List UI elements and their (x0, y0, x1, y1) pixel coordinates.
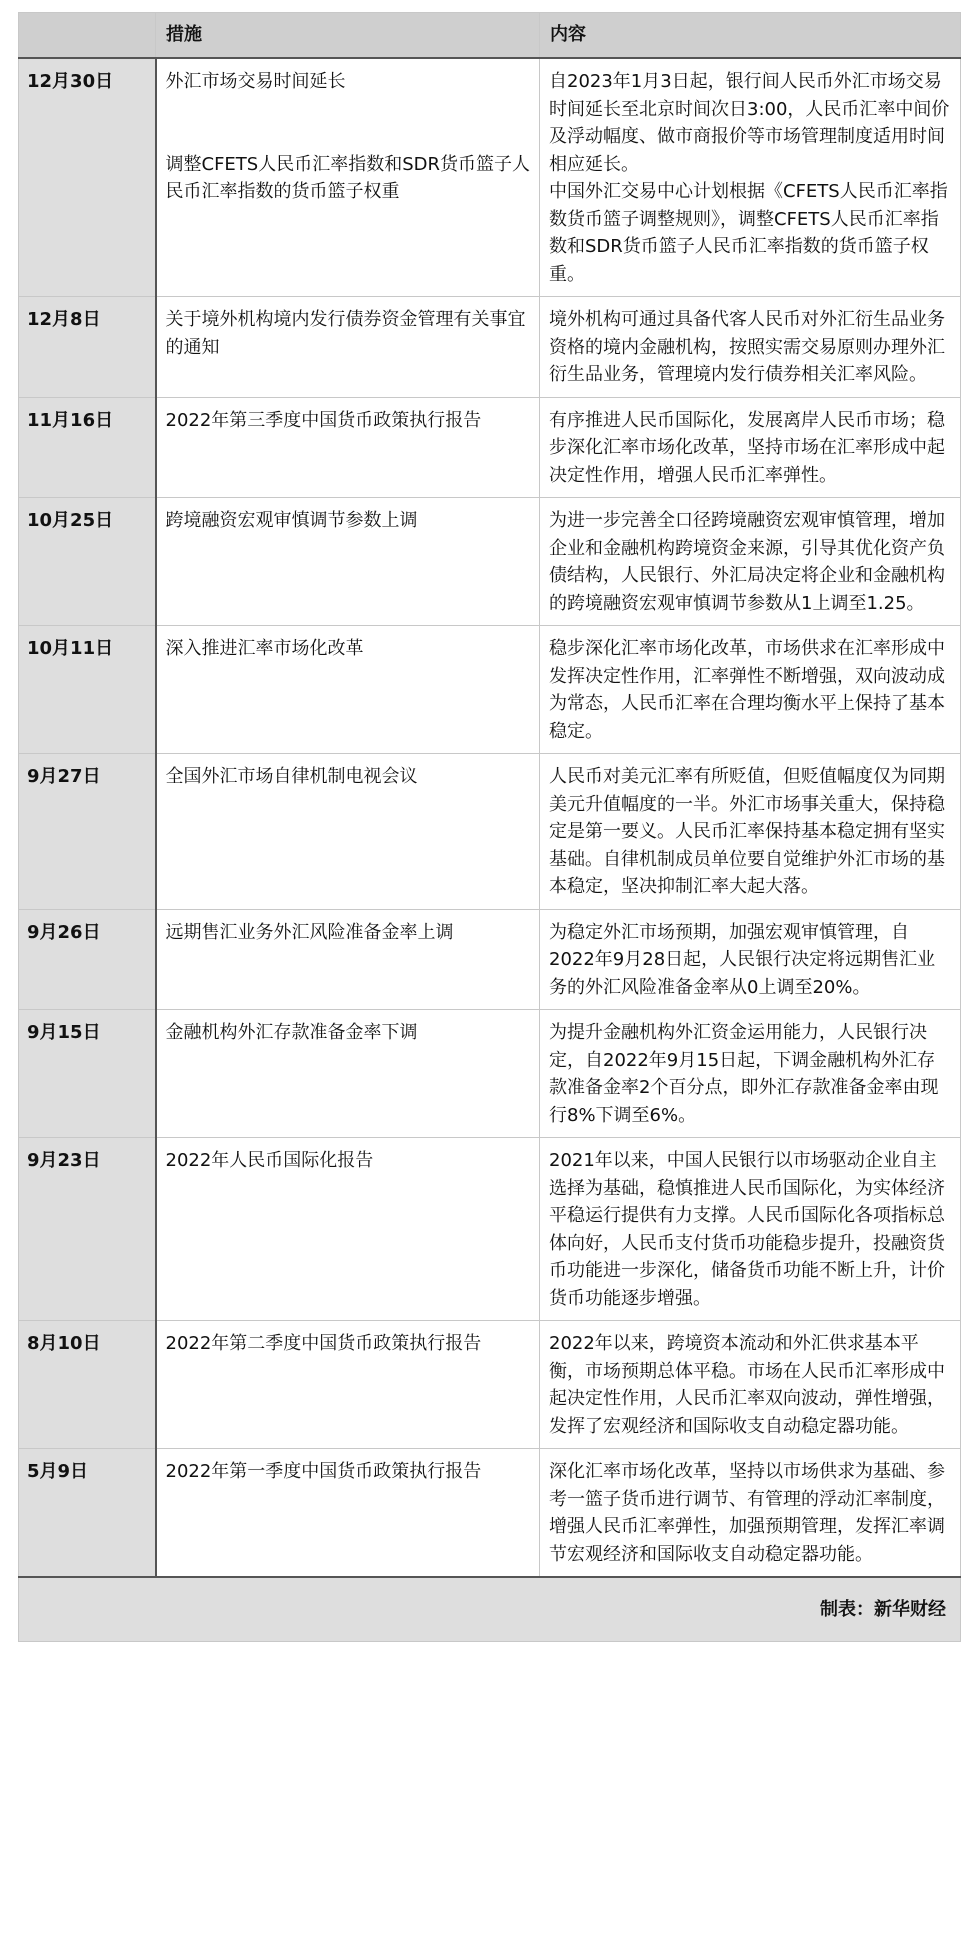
measure-line: 外汇市场交易时间延长 (165, 71, 346, 92)
row-measure: 金融机构外汇存款准备金率下调 (156, 1010, 540, 1138)
row-date: 5月9日 (19, 1449, 156, 1578)
row-content: 为进一步完善全口径跨境融资宏观审慎管理，增加企业和金融机构跨境资金来源，引导其优化资产负债结构，人民银行、外汇局决定将企业和金融机构的跨境融资宏观审慎调节参数从1上调至1.25。 (540, 498, 961, 626)
table-row (19, 297, 961, 398)
row-content: 2021年以来，中国人民银行以市场驱动企业自主选择为基础，稳慎推进人民币国际化，为实体经济平稳运行提供有力支撑。人民币国际化各项指标总体向好，人民币支付货币功能稳步提升，投融资货币功能进一步深化，储备货币功能不断上升，计价货币功能逐步增强。 (540, 1138, 961, 1321)
row-measure: 2022年第一季度中国货币政策执行报告 (156, 1449, 540, 1578)
row-measure: 跨境融资宏观审慎调节参数上调 (156, 498, 540, 626)
row-content: 人民币对美元汇率有所贬值，但贬值幅度仅为同期美元升值幅度的一半。外汇市场事关重大，保持稳定是第一要义。人民币汇率保持基本稳定拥有坚实基础。自律机制成员单位要自觉维护外汇市场的基本稳定，坚决抑制汇率大起大落。 (540, 754, 961, 910)
source-credit: 制表：新华财经 (19, 1577, 961, 1642)
table-row (19, 1138, 961, 1321)
row-measure (156, 58, 540, 297)
table-row (19, 58, 961, 297)
header-date (19, 13, 156, 59)
row-date: 10月25日 (19, 498, 156, 626)
table-row (19, 1010, 961, 1138)
row-content: 深化汇率市场化改革，坚持以市场供求为基础、参考一篮子货币进行调节、有管理的浮动汇率制度，增强人民币汇率弹性，加强预期管理，发挥汇率调节宏观经济和国际收支自动稳定器功能。 (540, 1449, 961, 1578)
row-measure: 全国外汇市场自律机制电视会议 (156, 754, 540, 910)
table-row (19, 626, 961, 754)
table-row (19, 1321, 961, 1449)
row-date: 11月16日 (19, 397, 156, 498)
content-para: 中国外汇交易中心计划根据《CFETS人民币汇率指数货币篮子调整规则》，调整CFETS人民币汇率指数和SDR货币篮子人民币汇率指数的货币篮子权重。 (549, 181, 948, 285)
row-measure: 深入推进汇率市场化改革 (156, 626, 540, 754)
table-row (19, 1449, 961, 1578)
measure-line: 调整CFETS人民币汇率指数和SDR货币篮子人民币汇率指数的货币篮子权重 (165, 153, 531, 202)
header-row (19, 13, 961, 59)
row-content: 境外机构可通过具备代客人民币对外汇衍生品业务资格的境内金融机构，按照实需交易原则办理外汇衍生品业务，管理境内发行债券相关汇率风险。 (540, 297, 961, 398)
row-measure: 2022年人民币国际化报告 (156, 1138, 540, 1321)
row-date: 12月8日 (19, 297, 156, 398)
row-measure: 2022年第二季度中国货币政策执行报告 (156, 1321, 540, 1449)
row-date: 12月30日 (19, 58, 156, 297)
row-date: 8月10日 (19, 1321, 156, 1449)
table-row (19, 397, 961, 498)
table-row (19, 754, 961, 910)
row-content: 为提升金融机构外汇资金运用能力，人民银行决定，自2022年9月15日起，下调金融机构外汇存款准备金率2个百分点，即外汇存款准备金率由现行8%下调至6%。 (540, 1010, 961, 1138)
row-date: 10月11日 (19, 626, 156, 754)
policy-table-container (18, 12, 960, 1642)
content-para: 自2023年1月3日起，银行间人民币外汇市场交易时间延长至北京时间次日3:00，人民币汇率中间价及浮动幅度、做市商报价等市场管理制度适用时间相应延长。 (549, 71, 950, 175)
row-measure: 关于境外机构境内发行债券资金管理有关事宜的通知 (156, 297, 540, 398)
row-measure: 2022年第三季度中国货币政策执行报告 (156, 397, 540, 498)
table-row (19, 498, 961, 626)
row-measure: 远期售汇业务外汇风险准备金率上调 (156, 909, 540, 1010)
header-measure: 措施 (156, 13, 540, 59)
row-date: 9月15日 (19, 1010, 156, 1138)
footer-row (19, 1577, 961, 1642)
row-date: 9月26日 (19, 909, 156, 1010)
row-content: 2022年以来，跨境资本流动和外汇供求基本平衡，市场预期总体平稳。市场在人民币汇率形成中起决定性作用，人民币汇率双向波动，弹性增强，发挥了宏观经济和国际收支自动稳定器功能。 (540, 1321, 961, 1449)
row-content: 为稳定外汇市场预期，加强宏观审慎管理，自2022年9月28日起，人民银行决定将远期售汇业务的外汇风险准备金率从0上调至20%。 (540, 909, 961, 1010)
row-date: 9月27日 (19, 754, 156, 910)
row-content (540, 58, 961, 297)
policy-table (18, 12, 961, 1642)
row-content: 有序推进人民币国际化，发展离岸人民币市场；稳步深化汇率市场化改革，坚持市场在汇率形成中起决定性作用，增强人民币汇率弹性。 (540, 397, 961, 498)
header-content: 内容 (540, 13, 961, 59)
row-content: 稳步深化汇率市场化改革，市场供求在汇率形成中发挥决定性作用，汇率弹性不断增强，双向波动成为常态，人民币汇率在合理均衡水平上保持了基本稳定。 (540, 626, 961, 754)
table-row (19, 909, 961, 1010)
row-date: 9月23日 (19, 1138, 156, 1321)
